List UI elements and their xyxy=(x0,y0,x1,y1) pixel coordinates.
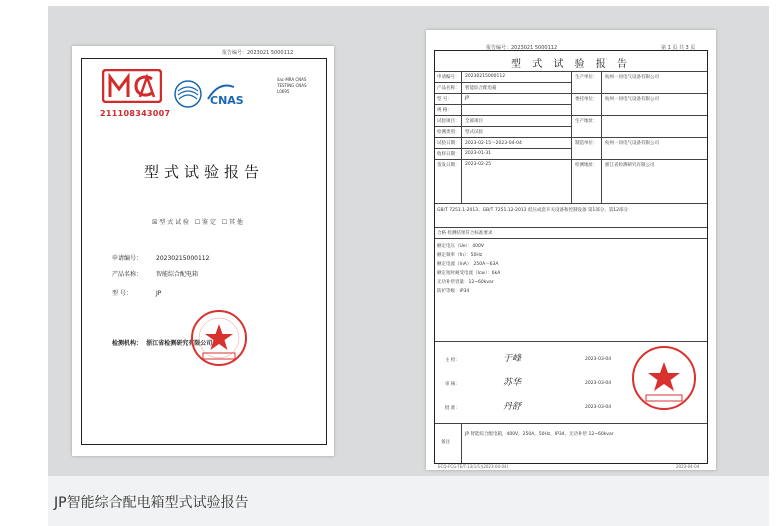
row-value: 型式试验 xyxy=(465,130,483,135)
ilac-mark: ilac-MRA CNAS TESTING CNAS L0695 xyxy=(277,77,307,94)
sign-date: 2023-03-04 xyxy=(585,381,612,386)
row-label: 申请编号： xyxy=(437,75,460,80)
page-border xyxy=(434,50,708,464)
row-value: JP xyxy=(465,96,470,101)
right-row-label: 检测地址： xyxy=(575,163,598,168)
sign-role: 主 检： xyxy=(445,358,460,363)
cnas-text: CNAS xyxy=(210,94,244,107)
right-row-value: 浙江省检测研究有限公司 xyxy=(605,163,655,168)
row-value: 20230215000112 xyxy=(465,74,506,79)
right-row-value: 杭州一同电气设备有限公司 xyxy=(605,75,659,80)
row-label: 收样日期： xyxy=(437,152,460,157)
cover-field: 产品名称： 智能综合配电箱 xyxy=(112,271,199,278)
param-line: 无功补偿容量：12~60kvar xyxy=(437,280,494,285)
cover-serial: 报告编号：2023021 5000112 xyxy=(222,50,294,56)
cma-number: 211108343007 xyxy=(100,109,171,118)
row-label: 试验日期： xyxy=(437,141,460,146)
row-value: 智能综合配电箱 xyxy=(465,86,497,91)
row-label: 试验项目： xyxy=(437,119,460,124)
signature: 于峰 xyxy=(503,354,522,364)
right-row-label: 生产地址： xyxy=(575,119,598,124)
report-cover xyxy=(72,46,334,456)
right-row-label: 生产单位： xyxy=(575,75,598,80)
remark-label: 备注 xyxy=(441,440,450,445)
cover-title: 型式试验报告 xyxy=(143,163,264,181)
check-appraisal: ☐ 鉴 定 xyxy=(194,219,216,226)
param-line: 额定频率（fn）：50Hz xyxy=(437,253,483,258)
cma-logo xyxy=(102,69,162,103)
row-value: 2023-01-31 xyxy=(465,151,492,156)
row-label: 签发日期： xyxy=(437,163,460,168)
cover-field: 型 号： JP xyxy=(112,290,162,297)
right-row-value: 杭州一同电气设备有限公司 xyxy=(605,141,659,146)
signature: 苏华 xyxy=(503,378,522,388)
cnas-logo xyxy=(174,77,264,111)
row-label: 规 格： xyxy=(437,108,452,113)
page-footer-left: ECQ-FCG-TE/T-13(1/1)(2023-04-04) xyxy=(438,464,509,469)
cover-field: 申请编号： 20230215000112 xyxy=(112,255,210,262)
right-row-label: 制造单位： xyxy=(575,141,598,146)
row-value: 2023-02-15～2023-04-04 xyxy=(465,141,522,146)
row-value: 2023-02-25 xyxy=(465,162,492,167)
param-line: 防护等级：IP34 xyxy=(437,289,470,294)
param-line: 额定电压（Ue）：400V xyxy=(437,244,484,249)
sign-date: 2023-03-04 xyxy=(585,357,612,362)
image-caption: JP智能综合配电箱型式试验报告 xyxy=(54,495,249,511)
sign-date: 2023-03-04 xyxy=(585,405,612,410)
check-other: ☐ 其 他 xyxy=(221,219,243,226)
right-row-value: 杭州一同电气设备有限公司 xyxy=(605,97,659,102)
official-seal-icon xyxy=(190,309,248,367)
cover-border xyxy=(81,58,327,445)
page-footer-right: 2023-04-04 xyxy=(676,464,700,469)
sign-role: 批 准： xyxy=(445,406,460,411)
row-value: 全部项目 xyxy=(465,119,483,124)
row-label: 型 号： xyxy=(437,97,452,102)
conclusion-text: 合格 检测结果符合标准要求 xyxy=(437,231,493,236)
report-page xyxy=(426,30,716,470)
right-row-label: 委托单位： xyxy=(575,97,598,102)
row-label: 产品名称： xyxy=(437,86,460,91)
standard-text: GB/T 7251.1-2013、GB/T 7251.12-2013 低压成套开关设备和控制设备 第1部分、第12部分 xyxy=(437,208,628,213)
page-number: 第 1 页 共 3 页 xyxy=(661,45,696,51)
row-label: 检测类别： xyxy=(437,130,460,135)
param-line: 额定短时耐受电流（Icw）：6kA xyxy=(437,271,501,276)
check-type-test: ☒ 型 式 试 验 xyxy=(152,219,190,226)
page-serial: 报告编号：2023021 5000112 xyxy=(486,45,558,51)
sign-role: 审 核： xyxy=(445,382,460,387)
param-line: 额定电流（InA）：250A～63A xyxy=(437,262,499,267)
official-seal-icon xyxy=(631,345,697,411)
page-title: 型 式 试 验 报 告 xyxy=(511,59,631,70)
category-checks xyxy=(152,217,243,226)
remark-text: JP 智能综合配电箱，400V，250A，50Hz，IP34，无功补偿 12~60kvar xyxy=(465,432,614,437)
institution-line: 检测机构： 浙江省检测研究有限公司 xyxy=(112,340,213,347)
signature: 丹舒 xyxy=(503,402,522,412)
